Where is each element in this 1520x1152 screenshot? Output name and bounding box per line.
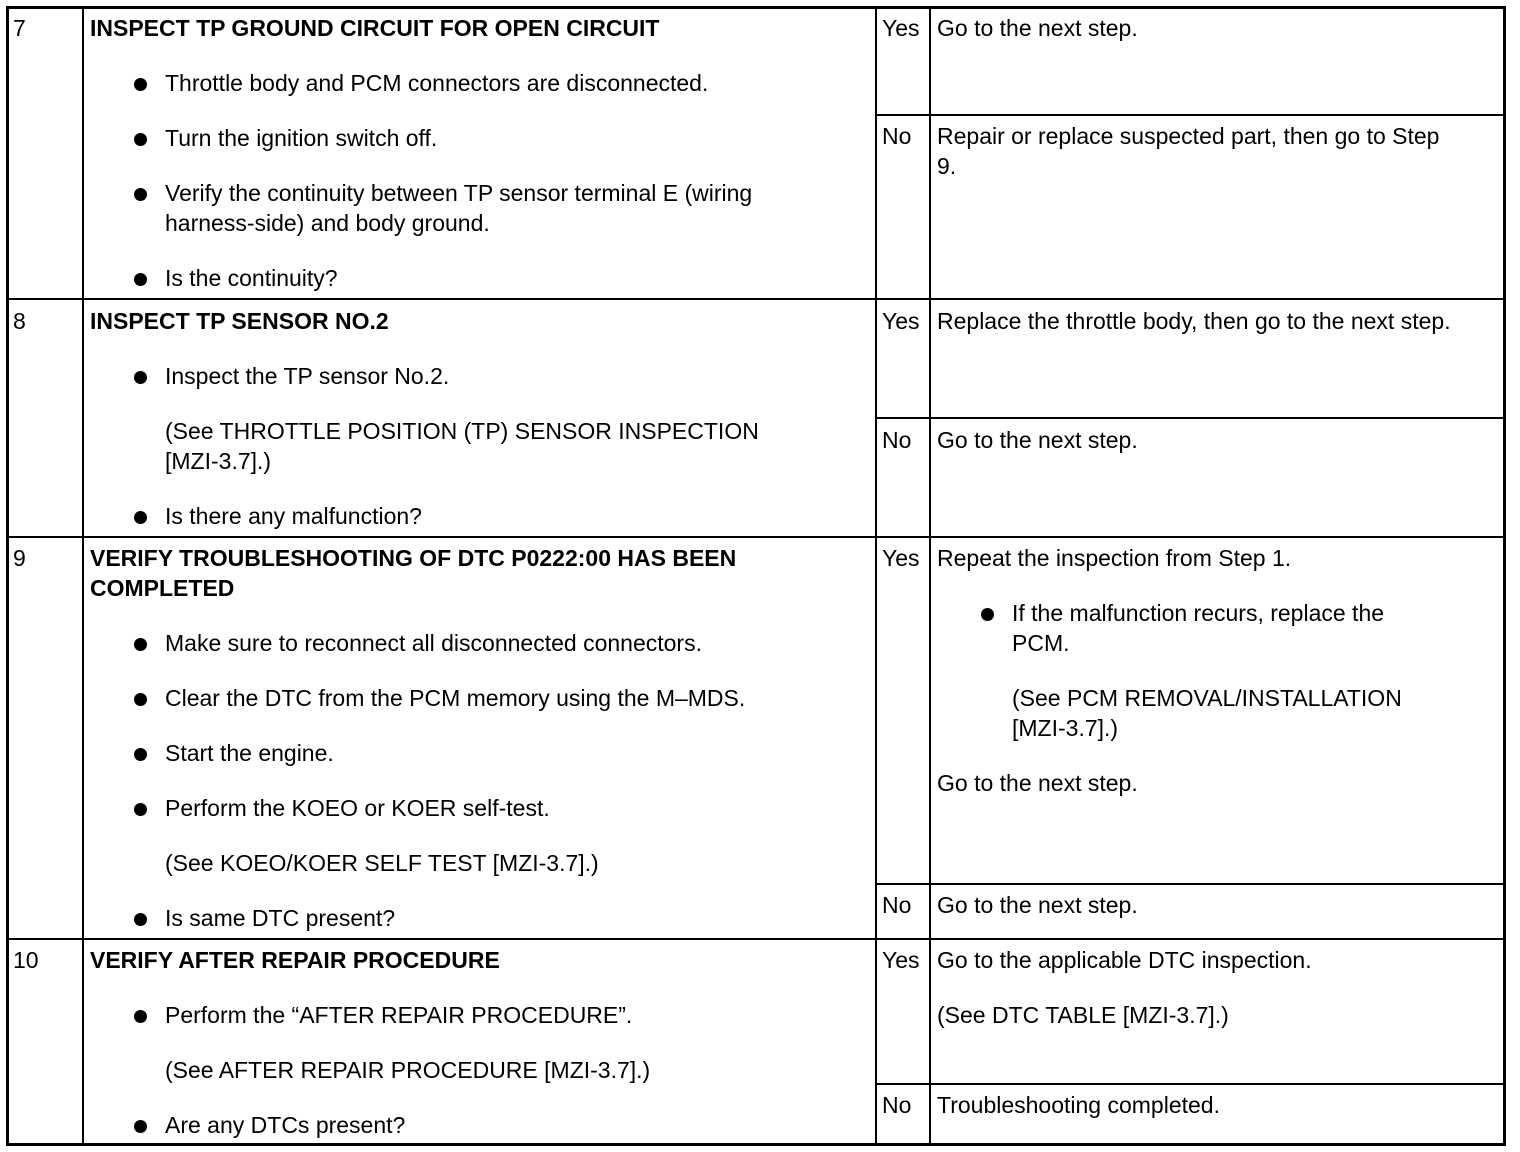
no-label: No — [882, 123, 912, 149]
step-item: Perform the KOEO or KOER self-test. — [165, 795, 550, 821]
bullet-icon — [134, 1120, 147, 1133]
step-item: [MZI-3.7].) — [165, 448, 272, 474]
step-title: COMPLETED — [90, 575, 235, 601]
no-action: Troubleshooting completed. — [937, 1092, 1220, 1118]
step-item: Turn the ignition switch off. — [165, 125, 438, 151]
bullet-icon — [134, 188, 147, 201]
step-item: (See AFTER REPAIR PROCEDURE [MZI-3.7].) — [165, 1057, 651, 1083]
step-item: Clear the DTC from the PCM memory using the M–MDS. — [165, 685, 746, 711]
step-item: (See KOEO/KOER SELF TEST [MZI-3.7].) — [165, 850, 599, 876]
row-divider — [9, 938, 1503, 940]
bullet-icon — [134, 748, 147, 761]
bullet-icon — [134, 913, 147, 926]
no-action: 9. — [937, 153, 957, 179]
row-divider — [9, 298, 1503, 300]
no-action: Go to the next step. — [937, 427, 1138, 453]
yes-no-divider — [875, 114, 1503, 116]
step-title: INSPECT TP SENSOR NO.2 — [90, 308, 389, 334]
yes-action: Go to the next step. — [937, 15, 1138, 41]
bullet-icon — [134, 133, 147, 146]
step-item: Is there any malfunction? — [165, 503, 422, 529]
troubleshooting-table — [6, 6, 1506, 1146]
yes-action: (See DTC TABLE [MZI-3.7].) — [937, 1002, 1229, 1028]
yes-no-divider — [875, 1083, 1503, 1085]
step-number: 10 — [13, 947, 39, 973]
step-title: VERIFY AFTER REPAIR PROCEDURE — [90, 947, 500, 973]
bullet-icon — [134, 693, 147, 706]
yes-action: PCM. — [1012, 630, 1070, 656]
step-item: harness-side) and body ground. — [165, 210, 490, 236]
step-item: Perform the “AFTER REPAIR PROCEDURE”. — [165, 1002, 633, 1028]
yes-label: Yes — [882, 947, 920, 973]
bullet-icon — [134, 511, 147, 524]
yes-label: Yes — [882, 15, 920, 41]
column-divider — [929, 9, 931, 1143]
step-title: VERIFY TROUBLESHOOTING OF DTC P0222:00 HAS BEEN — [90, 545, 737, 571]
step-item: Are any DTCs present? — [165, 1112, 406, 1138]
step-number: 9 — [13, 545, 26, 571]
bullet-icon — [134, 78, 147, 91]
yes-action: Replace the throttle body, then go to the next step. — [937, 308, 1451, 334]
no-action: Repair or replace suspected part, then go to Step — [937, 123, 1440, 149]
step-item: Verify the continuity between TP sensor terminal E (wiring — [165, 180, 753, 206]
column-divider — [875, 9, 877, 1143]
step-item: Throttle body and PCM connectors are disconnected. — [165, 70, 709, 96]
step-item: Make sure to reconnect all disconnected connectors. — [165, 630, 702, 656]
yes-action: (See PCM REMOVAL/INSTALLATION — [1012, 685, 1402, 711]
bullet-icon — [134, 638, 147, 651]
bullet-icon — [134, 803, 147, 816]
yes-action: Repeat the inspection from Step 1. — [937, 545, 1292, 571]
yes-no-divider — [875, 417, 1503, 419]
step-item: Start the engine. — [165, 740, 334, 766]
yes-label: Yes — [882, 308, 920, 334]
yes-action: If the malfunction recurs, replace the — [1012, 600, 1385, 626]
no-action: Go to the next step. — [937, 892, 1138, 918]
step-item: Inspect the TP sensor No.2. — [165, 363, 450, 389]
no-label: No — [882, 892, 912, 918]
yes-action: Go to the next step. — [937, 770, 1138, 796]
yes-action: Go to the applicable DTC inspection. — [937, 947, 1312, 973]
step-number: 7 — [13, 15, 26, 41]
step-item: Is same DTC present? — [165, 905, 396, 931]
bullet-icon — [134, 1010, 147, 1023]
step-number: 8 — [13, 308, 26, 334]
step-item: (See THROTTLE POSITION (TP) SENSOR INSPECTION — [165, 418, 759, 444]
bullet-icon — [134, 273, 147, 286]
row-divider — [9, 536, 1503, 538]
no-label: No — [882, 427, 912, 453]
yes-label: Yes — [882, 545, 920, 571]
bullet-icon — [134, 371, 147, 384]
step-item: Is the continuity? — [165, 265, 338, 291]
no-label: No — [882, 1092, 912, 1118]
bullet-icon — [981, 608, 994, 621]
yes-action: [MZI-3.7].) — [1012, 715, 1119, 741]
column-divider — [82, 9, 84, 1143]
step-title: INSPECT TP GROUND CIRCUIT FOR OPEN CIRCUIT — [90, 15, 660, 41]
yes-no-divider — [875, 883, 1503, 885]
